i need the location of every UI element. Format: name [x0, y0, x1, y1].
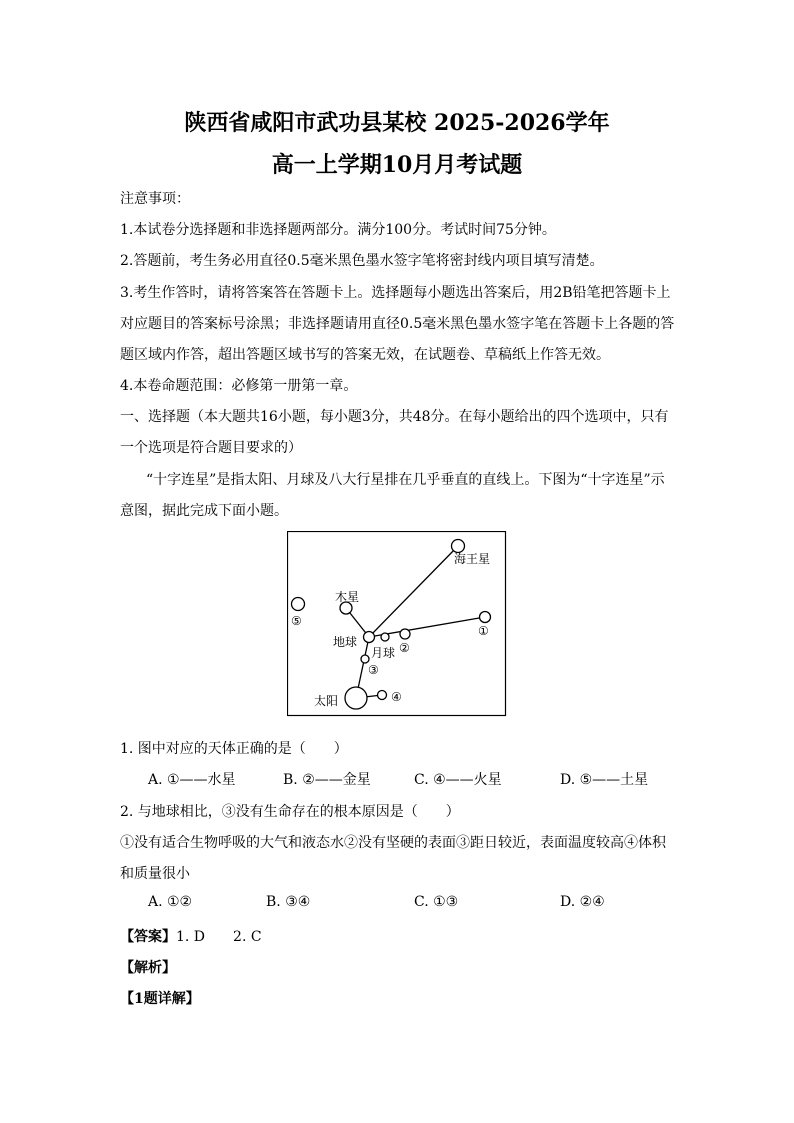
- exam-title-line2: 高一上学期10月月考试题: [271, 152, 523, 178]
- body-2-circle: [400, 629, 410, 639]
- question-1-stem: 1. 图中对应的天体正确的是（ ）: [120, 741, 348, 757]
- neptune-label: 海王星: [454, 552, 491, 566]
- question-stem-line2: 意图，据此完成下面小题。: [120, 503, 288, 519]
- note-3-line3: 题区域内作答，超出答题区域书写的答案无效，在试题卷、草稿纸上作答无效。: [120, 347, 610, 363]
- question-stem-line1: “十字连星”是指太阳、月球及八大行星排在几乎垂直的直线上。下图为“十字连星”示: [146, 472, 665, 488]
- body-1-circle: [480, 612, 491, 623]
- note-3-line1: 3.考生作答时，请将答案答在答题卡上。选择题每小题选出答案后，用2B铅笔把答题卡上: [120, 285, 671, 301]
- sun-label: 太阳: [314, 694, 339, 708]
- question-2-info-line1: ①没有适合生物呼吸的大气和液态水②没有坚硬的表面③距日较近，表面温度较高④体积: [120, 835, 666, 851]
- note-1: 1.本试卷分选择题和非选择题两部分。满分100分。考试时间75分钟。: [120, 222, 556, 238]
- body-5-circle: [292, 598, 305, 611]
- moon-circle: [381, 633, 389, 641]
- marker-2: ②: [399, 641, 410, 655]
- note-3-line2: 对应题目的答案标号涂黑；非选择题请用直径0.5毫米黑色墨水签字笔在答题卡上各题的答: [120, 316, 675, 332]
- note-4: 4.本卷命题范围：必修第一册第一章。: [120, 378, 358, 394]
- note-2: 2.答题前，考生务必用直径0.5毫米黑色墨水签字笔将密封线内项目填写清楚。: [120, 253, 604, 269]
- section-heading-line2: 一个选项是符合题目要求的）: [120, 440, 302, 456]
- question-1-option-a: A. ①——水星: [148, 772, 236, 788]
- cross-alignment-figure: [287, 531, 508, 717]
- marker-1: ①: [478, 624, 489, 638]
- marker-4: ④: [391, 690, 402, 704]
- marker-3: ③: [368, 663, 379, 677]
- moon-label: 月球: [371, 646, 396, 660]
- earth-circle: [364, 632, 375, 643]
- question-2-option-a: A. ①②: [148, 894, 193, 910]
- question-2-option-b: B. ③④: [266, 894, 311, 910]
- answer-label: 【答案】: [120, 929, 176, 945]
- section-heading-line1: 一、选择题（本大题共16小题，每小题3分，共48分。在每小题给出的四个选项中，只有: [120, 409, 669, 425]
- neptune-circle: [452, 540, 465, 553]
- question-2-stem: 2. 与地球相比，③没有生命存在的根本原因是（ ）: [120, 804, 460, 820]
- jupiter-label: 木星: [335, 590, 360, 604]
- sun-circle: [345, 687, 367, 709]
- exam-title-line1: 陕西省咸阳市武功县某校 2025-2026学年: [184, 110, 610, 136]
- question-2-option-c: C. ①③: [414, 894, 459, 910]
- question-2-option-d: D. ②④: [560, 894, 605, 910]
- answer-line: [120, 926, 262, 946]
- question-1-option-d: D. ⑤——土星: [560, 772, 649, 788]
- body-4-circle: [378, 691, 387, 700]
- marker-5: ⑤: [291, 614, 302, 628]
- question-1-detail-heading: 【1题详解】: [120, 991, 200, 1007]
- question-2-info-line2: 和质量很小: [120, 866, 190, 882]
- question-1-option-b: B. ②——金星: [283, 772, 371, 788]
- notes-heading: 注意事项：: [120, 191, 190, 207]
- question-1-option-c: C. ④——火星: [414, 772, 502, 788]
- body-3-circle: [361, 655, 369, 663]
- earth-label: 地球: [333, 635, 358, 649]
- analysis-heading: 【解析】: [120, 960, 176, 976]
- answer-text: 1. D 2. C: [176, 929, 262, 945]
